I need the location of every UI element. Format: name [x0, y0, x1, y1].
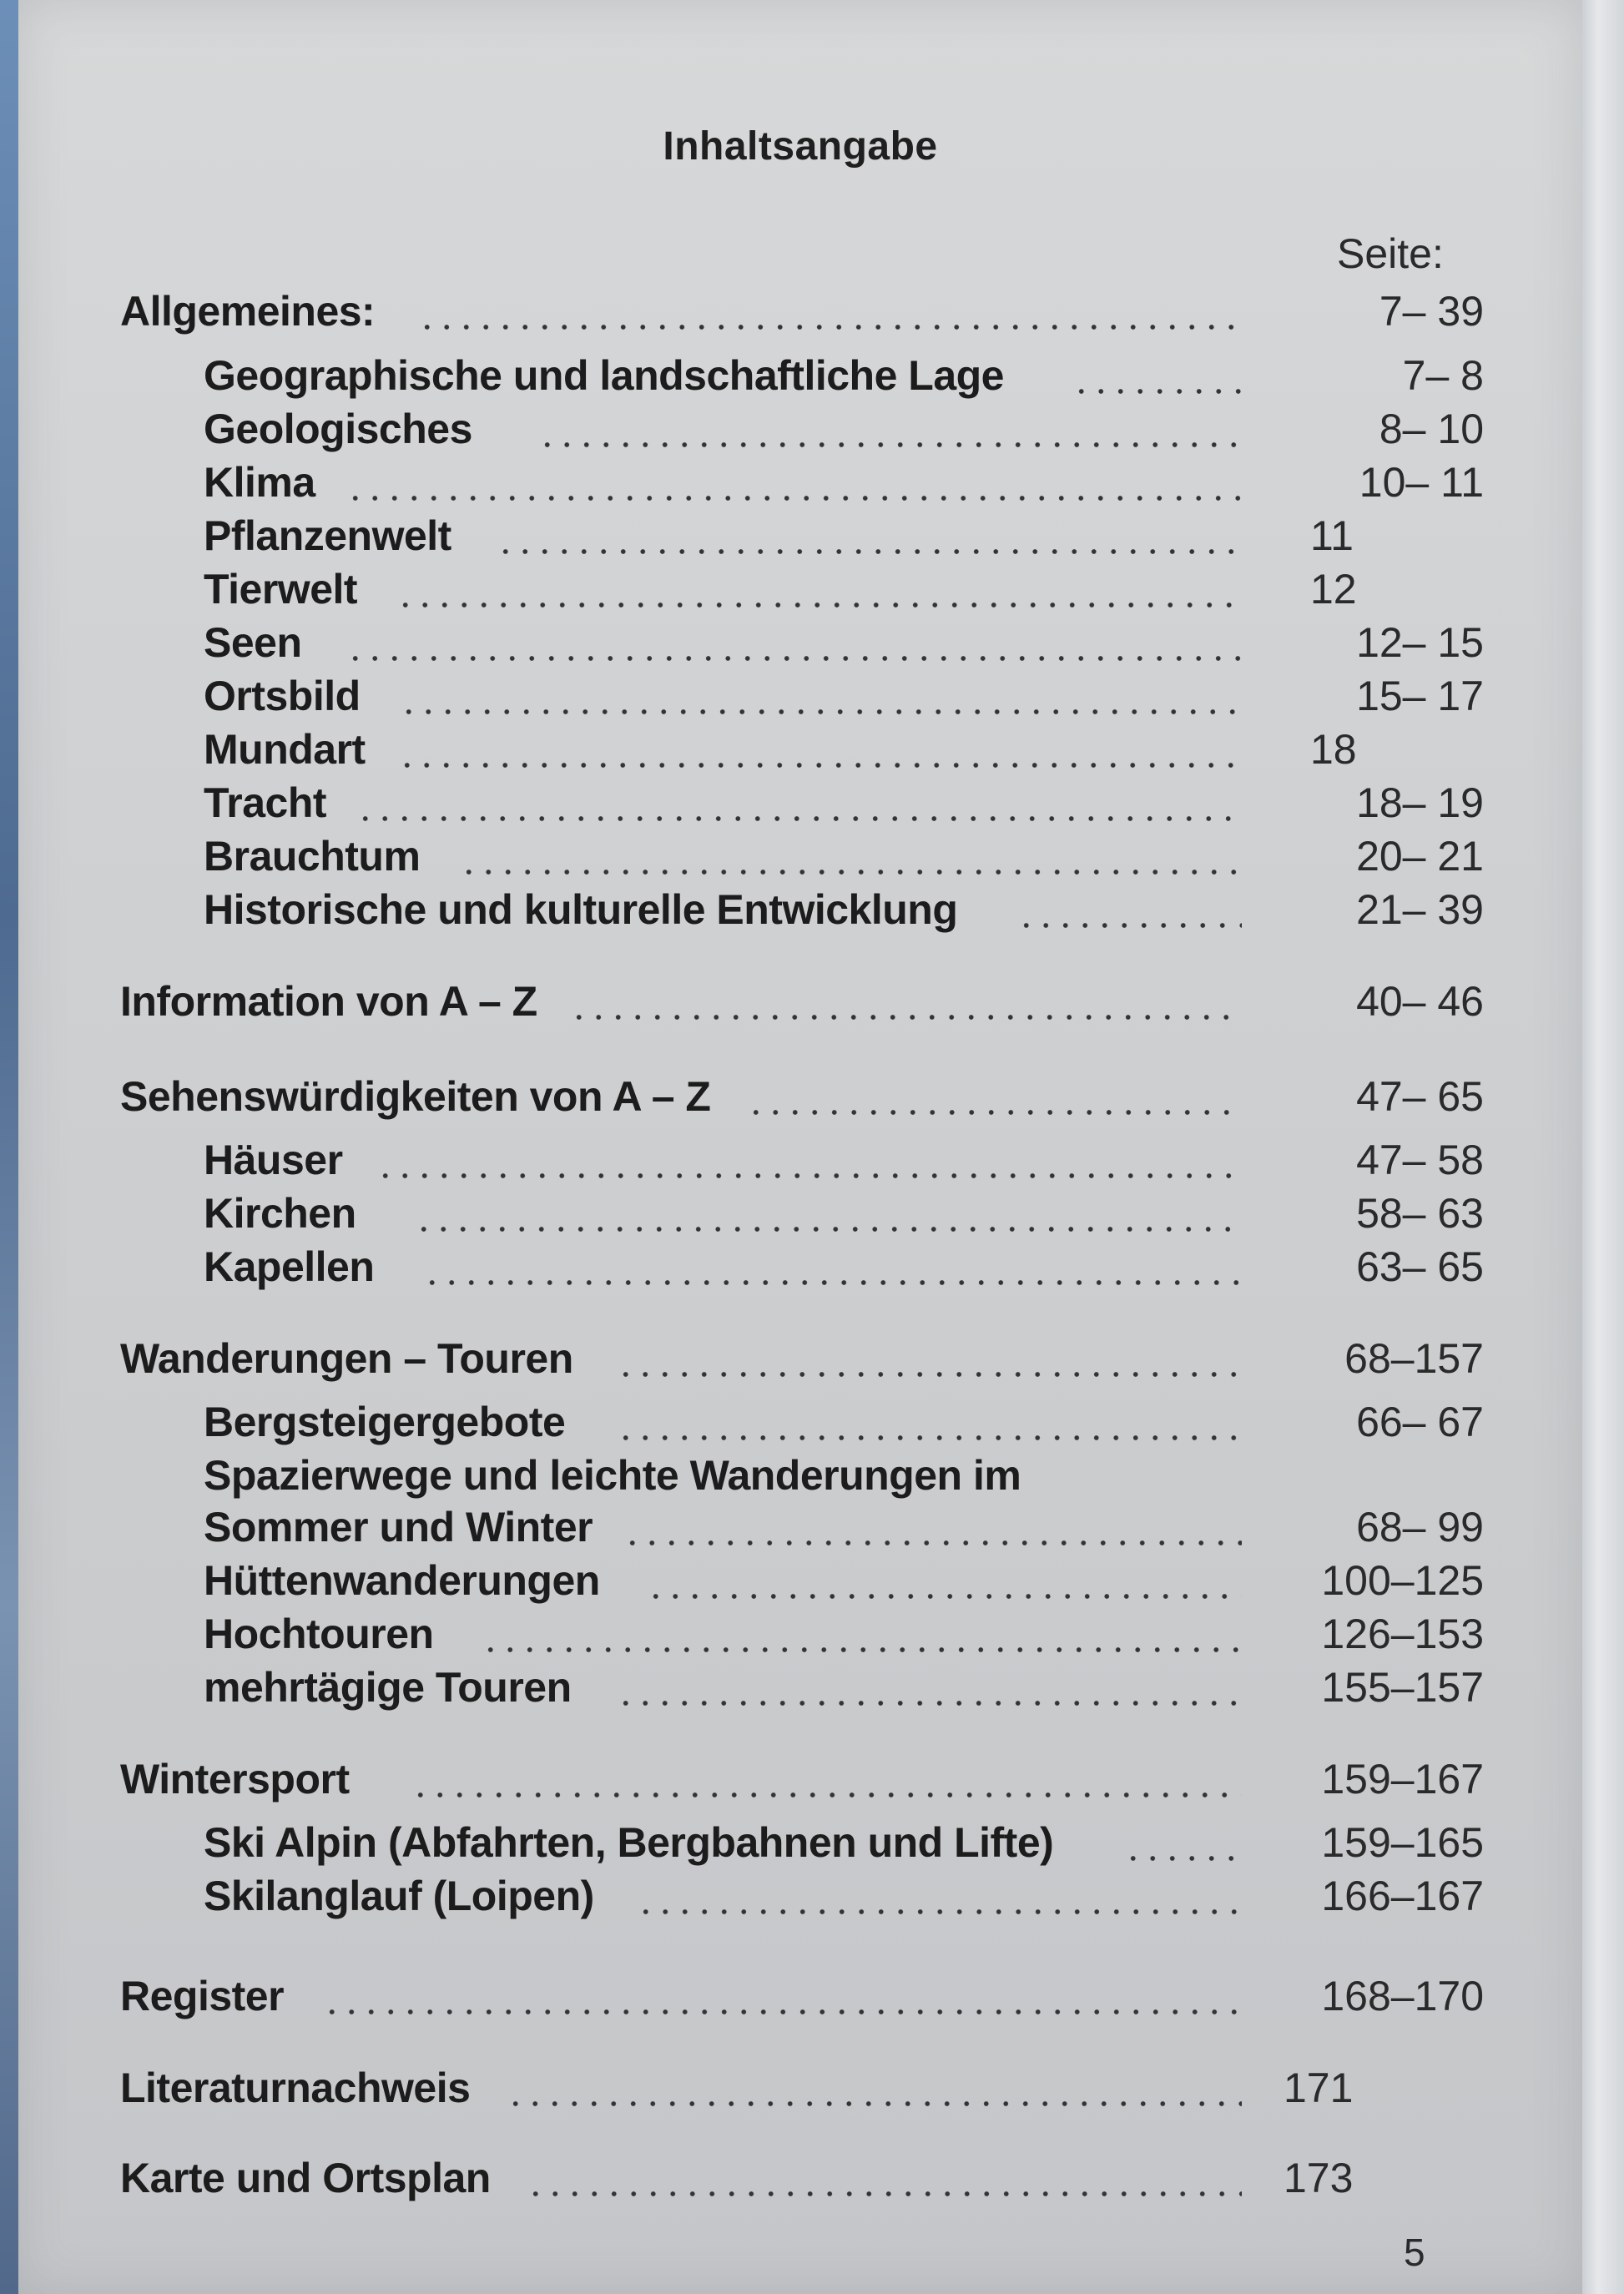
toc-entry-seen[interactable] [18, 618, 1582, 668]
toc-entry-mundart[interactable] [18, 724, 1582, 774]
dot-leader [616, 1662, 1242, 1712]
toc-entry-label: Pflanzenwelt [204, 512, 451, 559]
dot-leader [345, 457, 1242, 507]
toc-entry-label: Ski Alpin (Abfahrten, Bergbahnen und Lifte) [204, 1819, 1054, 1866]
book-page-edges [1579, 0, 1624, 2294]
toc-entry-tracht[interactable] [18, 778, 1582, 828]
toc-entry-label: Brauchtum [204, 833, 421, 880]
dot-leader [496, 511, 1242, 561]
toc-entry-pages: 40– 46 [1356, 978, 1484, 1025]
toc-entry-pages: 171 [1284, 2065, 1354, 2111]
toc-entry-pages: 168–170 [1321, 1973, 1484, 2019]
dot-leader [376, 1135, 1242, 1185]
dot-leader [396, 564, 1242, 614]
toc-entry-pages: 15– 17 [1356, 673, 1484, 719]
dot-leader [636, 1871, 1242, 1921]
toc-entry-pages: 100–125 [1321, 1557, 1484, 1604]
toc-entry-pages: 20– 21 [1356, 833, 1484, 880]
page-number: 5 [1404, 2231, 1425, 2274]
toc-entry-pages: 66– 67 [1356, 1399, 1484, 1445]
toc-entry-pages: 68–157 [1344, 1335, 1484, 1382]
dot-leader [526, 2153, 1242, 2203]
toc-entry-spazierwege-line2[interactable] [18, 1502, 1582, 1552]
dot-leader [414, 1188, 1242, 1238]
toc-entry-pages: 8– 10 [1379, 406, 1484, 452]
toc-entry-hochtouren[interactable] [18, 1609, 1582, 1659]
dot-leader [616, 1334, 1242, 1384]
toc-entry-karte-ortsplan[interactable] [18, 2153, 1582, 2203]
toc-entry-label: Geographische und landschaftliche Lage [204, 352, 1004, 399]
toc-entry-pages: 159–167 [1321, 1756, 1484, 1802]
book-cover-edge [0, 0, 20, 2294]
toc-entry-label: Bergsteigergebote [204, 1399, 566, 1445]
page-title: Inhaltsangabe [663, 124, 938, 169]
toc-entry-label: Karte und Ortsplan [120, 2155, 491, 2201]
toc-entry-label: Hüttenwanderungen [204, 1557, 600, 1604]
toc-entry-label: Tracht [204, 779, 327, 826]
toc-entry-label: Geologisches [204, 406, 472, 452]
page-column-header: Seite: [1337, 230, 1444, 277]
toc-entry-wintersport[interactable] [18, 1754, 1582, 1804]
toc-entry-pages: 58– 63 [1356, 1190, 1484, 1237]
toc-entry-pages: 159–165 [1321, 1819, 1484, 1866]
toc-entry-pages: 68– 99 [1356, 1504, 1484, 1550]
toc-entry-allgemeines[interactable] [18, 286, 1582, 336]
dot-leader [399, 671, 1242, 721]
toc-entry-sehenswuerdigkeiten[interactable] [18, 1071, 1582, 1122]
toc-entry-pages: 166–167 [1321, 1873, 1484, 1919]
toc-entry-wanderungen[interactable] [18, 1334, 1582, 1384]
toc-entry-historische-entwicklung[interactable] [18, 885, 1582, 935]
dot-leader [322, 1971, 1242, 2021]
dot-leader [459, 831, 1242, 881]
toc-entry-pages: 47– 65 [1356, 1073, 1484, 1120]
toc-entry-brauchtum[interactable] [18, 831, 1582, 881]
dot-leader [411, 1754, 1242, 1804]
toc-entry-huettenwanderungen[interactable] [18, 1555, 1582, 1606]
toc-entry-pages: 12– 15 [1356, 619, 1484, 666]
toc-entry-pages: 173 [1284, 2155, 1354, 2201]
dot-leader [746, 1071, 1242, 1122]
dot-leader [506, 2063, 1242, 2113]
toc-entry-label: Historische und kulturelle Entwicklung [204, 886, 958, 933]
toc-entry-spazierwege-line1[interactable] [18, 1450, 1582, 1500]
toc-entry-label: Häuser [204, 1137, 343, 1183]
toc-entry-label: mehrtägige Touren [204, 1664, 572, 1711]
book-page [18, 0, 1582, 2294]
toc-entry-label: Klima [204, 459, 315, 506]
dot-leader [569, 976, 1242, 1026]
dot-leader [646, 1555, 1242, 1606]
toc-entry-label: Information von A – Z [120, 978, 537, 1025]
toc-entry-pages: 11 [1310, 512, 1354, 559]
toc-entry-pages: 47– 58 [1356, 1137, 1484, 1183]
toc-entry-label: Kapellen [204, 1243, 375, 1290]
toc-entry-information[interactable] [18, 976, 1582, 1026]
toc-entry-label: Kirchen [204, 1190, 356, 1237]
toc-entry-label: Tierwelt [204, 566, 358, 613]
toc-entry-geologisches[interactable] [18, 404, 1582, 454]
toc-entry-ski-alpin[interactable] [18, 1818, 1582, 1868]
dot-leader [537, 404, 1242, 454]
toc-entry-label: Sehenswürdigkeiten von A – Z [120, 1073, 711, 1120]
toc-entry-kapellen[interactable] [18, 1242, 1582, 1292]
dot-leader [1072, 350, 1242, 401]
toc-entry-pages: 155–157 [1321, 1664, 1484, 1711]
toc-entry-pages: 63– 65 [1356, 1243, 1484, 1290]
toc-entry-label: Register [120, 1973, 285, 2019]
dot-leader [356, 778, 1242, 828]
toc-entry-label: Seen [204, 619, 302, 666]
toc-entry-pages: 10– 11 [1359, 459, 1484, 506]
dot-leader [623, 1502, 1242, 1552]
toc-entry-pflanzenwelt[interactable] [18, 511, 1582, 561]
toc-entry-label: Ortsbild [204, 673, 361, 719]
dot-leader [345, 618, 1242, 668]
toc-entry-label: Wanderungen – Touren [120, 1335, 573, 1382]
toc-entry-bergsteigergebote[interactable] [18, 1397, 1582, 1447]
toc-entry-pages: 7– 8 [1402, 352, 1484, 399]
dot-leader [417, 286, 1242, 336]
toc-entry-geographie[interactable] [18, 350, 1582, 401]
toc-entry-pages: 12 [1310, 566, 1357, 613]
toc-entry-label: Allgemeines: [120, 288, 376, 335]
toc-entry-label: Spazierwege und leichte Wanderungen im [204, 1452, 1021, 1499]
toc-entry-label: Skilanglauf (Loipen) [204, 1873, 594, 1919]
toc-entry-pages: 21– 39 [1356, 886, 1484, 933]
dot-leader [1016, 885, 1242, 935]
toc-entry-label: Hochtouren [204, 1611, 434, 1657]
dot-leader [422, 1242, 1242, 1292]
toc-entry-pages: 126–153 [1321, 1611, 1484, 1657]
toc-entry-pages: 18 [1310, 726, 1357, 773]
dot-leader [616, 1397, 1242, 1447]
toc-entry-pages: 18– 19 [1356, 779, 1484, 826]
dot-leader [397, 724, 1242, 774]
toc-entry-klima[interactable] [18, 457, 1582, 507]
toc-entry-label: Wintersport [120, 1756, 350, 1802]
toc-entry-kirchen[interactable] [18, 1188, 1582, 1238]
toc-entry-literaturnachweis[interactable] [18, 2063, 1582, 2113]
toc-entry-mehrtaegige-touren[interactable] [18, 1662, 1582, 1712]
toc-entry-haeuser[interactable] [18, 1135, 1582, 1185]
toc-entry-label: Mundart [204, 726, 366, 773]
dot-leader [481, 1609, 1242, 1659]
toc-entry-register[interactable] [18, 1971, 1582, 2021]
dot-leader [1123, 1818, 1242, 1868]
toc-entry-tierwelt[interactable] [18, 564, 1582, 614]
toc-entry-ortsbild[interactable] [18, 671, 1582, 721]
toc-entry-label: Sommer und Winter [204, 1504, 593, 1550]
toc-entry-pages: 7– 39 [1379, 288, 1484, 335]
toc-entry-label: Literaturnachweis [120, 2065, 471, 2111]
toc-entry-skilanglauf[interactable] [18, 1871, 1582, 1921]
